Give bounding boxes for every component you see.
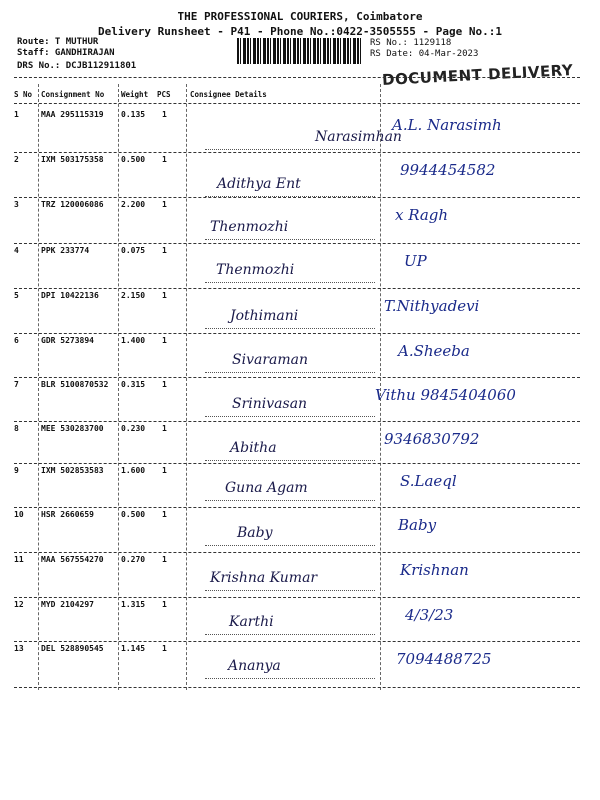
consignee-underline <box>205 239 375 240</box>
row-pcs: 1 <box>162 600 167 609</box>
row-weight: 0.135 <box>121 110 146 119</box>
row-consignee-name: Thenmozhi <box>210 219 289 235</box>
row-signature: UP <box>404 252 427 270</box>
row-weight: 2.200 <box>121 200 146 209</box>
row-sno: 4 <box>14 246 19 255</box>
row-sno: 7 <box>14 380 19 389</box>
col-weight: Weight <box>121 90 149 99</box>
row-divider <box>14 687 580 688</box>
row-sno: 12 <box>14 600 24 609</box>
row-sno: 2 <box>14 155 19 164</box>
row-consignee-name: Sivaraman <box>232 352 309 368</box>
row-consignment-no: IXM 503175358 <box>41 155 104 164</box>
consignee-underline <box>205 678 375 679</box>
row-weight: 0.315 <box>121 380 146 389</box>
row-pcs: 1 <box>162 246 167 255</box>
column-separator <box>118 84 119 690</box>
row-consignment-no: MYD 2104297 <box>41 600 94 609</box>
row-divider <box>14 552 580 553</box>
row-signature: 7094488725 <box>396 650 492 668</box>
row-signature: Baby <box>398 516 437 534</box>
row-divider <box>14 421 580 422</box>
consignee-underline <box>205 372 375 373</box>
company-title: THE PROFESSIONAL COURIERS, Coimbatore <box>177 10 423 23</box>
row-pcs: 1 <box>162 155 167 164</box>
col-consignee-details: Consignee Details <box>190 90 267 99</box>
row-divider <box>14 597 580 598</box>
column-header-divider <box>14 103 580 104</box>
column-separator <box>186 84 187 690</box>
row-sno: 11 <box>14 555 24 564</box>
col-pcs: PCS <box>157 90 171 99</box>
row-divider <box>14 333 580 334</box>
row-consignment-no: IXM 502853583 <box>41 466 104 475</box>
runsheet-title: Delivery Runsheet - P41 - Phone No.:0422-3505555 - Page No.:1 <box>98 25 502 38</box>
row-sno: 6 <box>14 336 19 345</box>
row-divider <box>14 377 580 378</box>
barcode-image <box>237 38 362 64</box>
row-pcs: 1 <box>162 110 167 119</box>
row-consignment-no: TRZ 120006086 <box>41 200 104 209</box>
consignee-underline <box>205 545 375 546</box>
row-signature: T.Nithyadevi <box>384 297 480 315</box>
row-weight: 1.400 <box>121 336 146 345</box>
row-pcs: 1 <box>162 644 167 653</box>
consignee-underline <box>205 416 375 417</box>
row-consignment-no: MEE 530283700 <box>41 424 104 433</box>
row-divider <box>14 507 580 508</box>
row-consignee-name: Guna Agam <box>225 480 308 496</box>
row-signature: Krishnan <box>400 561 469 579</box>
row-sno: 10 <box>14 510 24 519</box>
consignee-underline <box>205 328 375 329</box>
row-sno: 5 <box>14 291 19 300</box>
row-consignment-no: DEL 528890545 <box>41 644 104 653</box>
row-signature: 9346830792 <box>384 430 480 448</box>
row-sno: 3 <box>14 200 19 209</box>
row-consignment-no: MAA 567554270 <box>41 555 104 564</box>
row-divider <box>14 197 580 198</box>
staff-label: Staff: GANDHIRAJAN <box>17 48 115 58</box>
row-weight: 2.150 <box>121 291 146 300</box>
row-consignee-name: Srinivasan <box>232 396 308 412</box>
drs-number: DRS No.: DCJB112911801 <box>17 61 137 71</box>
row-consignment-no: DPI 10422136 <box>41 291 99 300</box>
row-pcs: 1 <box>162 200 167 209</box>
row-weight: 0.270 <box>121 555 146 564</box>
row-weight: 1.315 <box>121 600 146 609</box>
row-pcs: 1 <box>162 380 167 389</box>
row-pcs: 1 <box>162 424 167 433</box>
row-consignee-name: Adithya Ent <box>217 176 301 192</box>
row-consignment-no: GDR 5273894 <box>41 336 94 345</box>
row-sno: 9 <box>14 466 19 475</box>
row-pcs: 1 <box>162 336 167 345</box>
row-pcs: 1 <box>162 510 167 519</box>
row-signature: Vithu 9845404060 <box>375 386 516 404</box>
row-consignee-name: Abitha <box>230 440 277 456</box>
rs-date: RS Date: 04-Mar-2023 <box>370 49 479 59</box>
row-signature: 9944454582 <box>400 161 496 179</box>
row-signature: A.L. Narasimh <box>392 116 502 134</box>
route-label: Route: T MUTHUR <box>17 37 99 47</box>
row-signature: 4/3/23 <box>405 606 454 624</box>
row-weight: 0.500 <box>121 510 146 519</box>
consignee-underline <box>205 149 375 150</box>
row-signature: S.Laeql <box>400 472 457 490</box>
column-separator <box>38 84 39 690</box>
row-sno: 1 <box>14 110 19 119</box>
row-signature: x Ragh <box>395 206 449 224</box>
row-pcs: 1 <box>162 466 167 475</box>
row-weight: 0.075 <box>121 246 146 255</box>
row-consignment-no: BLR 5100870532 <box>41 380 109 389</box>
row-consignee-name: Karthi <box>229 614 274 630</box>
row-consignee-name: Narasimhan <box>315 129 402 145</box>
row-weight: 0.500 <box>121 155 146 164</box>
header-divider <box>14 77 580 78</box>
consignee-underline <box>205 460 375 461</box>
row-pcs: 1 <box>162 291 167 300</box>
row-sno: 13 <box>14 644 24 653</box>
row-divider <box>14 288 580 289</box>
row-weight: 1.600 <box>121 466 146 475</box>
row-weight: 1.145 <box>121 644 146 653</box>
row-consignee-name: Baby <box>237 525 273 541</box>
row-divider <box>14 463 580 464</box>
row-pcs: 1 <box>162 555 167 564</box>
consignee-underline <box>205 590 375 591</box>
row-consignment-no: HSR 2660659 <box>41 510 94 519</box>
col-sno: S No <box>14 90 33 99</box>
document-delivery-stamp: DOCUMENT DELIVERY <box>381 61 574 89</box>
row-consignment-no: MAA 295115319 <box>41 110 104 119</box>
row-sno: 8 <box>14 424 19 433</box>
consignee-underline <box>205 282 375 283</box>
row-consignee-name: Krishna Kumar <box>210 570 318 586</box>
row-divider <box>14 641 580 642</box>
row-consignee-name: Jothimani <box>230 308 299 324</box>
row-consignment-no: PPK 233774 <box>41 246 90 255</box>
row-divider <box>14 152 580 153</box>
rs-number: RS No.: 1129118 <box>370 38 452 48</box>
row-consignee-name: Ananya <box>228 658 281 674</box>
row-signature: A.Sheeba <box>398 342 470 360</box>
row-weight: 0.230 <box>121 424 146 433</box>
row-consignee-name: Thenmozhi <box>216 262 295 278</box>
consignee-underline <box>205 634 375 635</box>
row-divider <box>14 243 580 244</box>
col-consignment: Consignment No <box>41 90 105 99</box>
consignee-underline <box>205 500 375 501</box>
